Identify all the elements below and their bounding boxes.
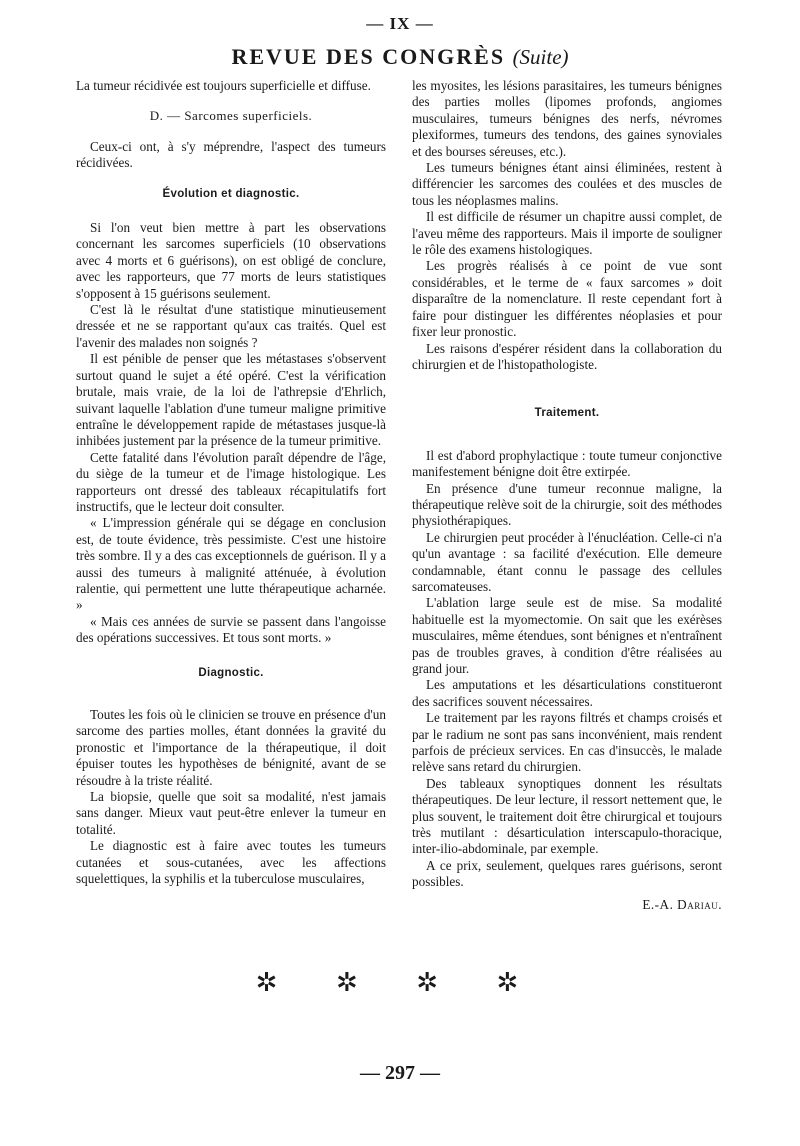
paragraph: les myosites, les lésions parasitaires, les tumeurs bénignes des parties molles (lipomes profonds, angiomes musculaires, tumeurs bénignes des nerfs, névromes plexiformes, tumeurs des tendons, des gaines synoviales et des bourses séreuses, etc.). [412, 78, 722, 159]
ornament-stars-icon: ✲ ✲ ✲ ✲ [255, 968, 545, 997]
paragraph: Il est difficile de résumer un chapitre aussi complet, de l'aveu même des rapporteurs. Mais il importe de souligner le rôle des examens histologiques. [412, 209, 722, 258]
paragraph: Le diagnostic est à faire avec toutes les tumeurs cutanées et sous-cutanées, avec les affections squelettiques, la syphilis et la tuberculose musculaires, [76, 838, 386, 887]
section-heading-diagnostic: Diagnostic. [198, 666, 264, 679]
paragraph: Des tableaux synoptiques donnent les résultats thérapeutiques. De leur lecture, il ressort nettement que, le plus souvent, le traitement doit être chirurgical et toujours très mutilant : désarticulation interscapulo-thoracique, inter-ilio-abdominale, par exemple. [412, 775, 722, 857]
section-roman-numeral: — IX — [366, 14, 434, 33]
subsection-heading: D. — Sarcomes superficiels. [149, 108, 313, 124]
author-signature: E.-A. Dariau. [642, 896, 722, 912]
quote-paragraph: « Mais ces années de survie se passent dans l'angoisse des opérations successives. Et tous sont morts. » [76, 613, 386, 646]
paragraph: Le traitement par les rayons filtrés et champs croisés et par le radium ne sont pas sans inconvénient, mais rendent parfois de précieux services. En cas d'insuccès, le malade relève sans retard du chirurgien. [412, 710, 722, 775]
paragraph: L'ablation large seule est de mise. Sa modalité habituelle est la myomectomie. On sait que les exérèses musculaires, même étendues, sont bénignes et n'entraînent pas de troubles graves, à condition d'être réalisées au grand jour. [412, 595, 722, 676]
paragraph: Ceux-ci ont, à s'y méprendre, l'aspect des tumeurs récidivées. [76, 138, 386, 171]
paragraph: Il est d'abord prophylactique : toute tumeur conjonctive manifestement bénigne doit être extirpée. [412, 447, 722, 480]
quote-paragraph: « L'impression générale qui se dégage en conclusion est, de toute évidence, très pessimiste. C'est une histoire très sombre. Il y a des cas exceptionnels de guérison. Il y a aussi des tumeurs à malignité atténuée, à évolution ralentie, qui permettent une lutte thérapeutique acharnée. » [76, 515, 386, 613]
left-column [76, 78, 386, 887]
paragraph: La tumeur récidivée est toujours superficielle et diffuse. [76, 78, 371, 93]
paragraph: En présence d'une tumeur reconnue maligne, la thérapeutique relève soit de la chirurgie, soit des méthodes physiothérapiques. [412, 480, 722, 529]
paragraph: Toutes les fois où le clinicien se trouve en présence d'un sarcome des parties molles, étant données la gravité du pronostic et l'importance de la thérapeutique, il doit épuiser toutes les hypothèses de bénignité, avant de se résoudre à la triste réalité. [76, 707, 386, 788]
section-heading-evolution: Évolution et diagnostic. [162, 187, 300, 200]
paragraph: Le chirurgien peut procéder à l'énucléation. Celle-ci n'a qu'un avantage : sa facilité d'exécution. Elle demeure condamnable, étant connu le passage des cellules sarcomateuses. [412, 529, 722, 594]
paragraph: Les raisons d'espérer résident dans la collaboration du chirurgien et de l'histopathologiste. [412, 340, 722, 372]
paragraph: A ce prix, seulement, quelques rares guérisons, seront possibles. [412, 857, 722, 890]
title-suffix: (Suite) [512, 45, 569, 69]
right-column [412, 78, 722, 913]
section-heading-traitement: Traitement. [534, 407, 600, 420]
page-title [0, 44, 800, 70]
paragraph: Il est pénible de penser que les métastases s'observent surtout quand le sujet a été opéré. C'est la vérification brutale, mais vraie, de la loi de l'athrepsie d'Ehrlich, suivant laquelle l'ablation d'une tumeur maligne primitive entraîne le développement rapide de métastases jusque-là inhibées justement par la présence de la tumeur primitive. [76, 351, 386, 449]
paragraph: Les amputations et les désarticulations constitueront des sacrifices souvent nécessaires. [412, 677, 722, 709]
paragraph: C'est là le résultat d'une statistique minutieusement dressée et ne se rapportant qu'aux cas traités. Quel est l'avenir des malades non soignés ? [76, 302, 386, 350]
title-text: REVUE DES CONGRÈS [231, 44, 506, 69]
paragraph: Cette fatalité dans l'évolution paraît dépendre de l'âge, du siège de la tumeur et de l'image histologique. Les rapporteurs ont dressé des tableaux récapitulatifs fort instructifs, que le lecteur doit consulter. [76, 449, 386, 514]
paragraph: Si l'on veut bien mettre à part les observations concernant les sarcomes superficiels (10 observations avec 4 morts et 6 guérisons), on est obligé de conclure, avec les rapporteurs, que 77 morts de leurs statistiques s'opposent à 15 guérisons seulement. [76, 220, 386, 301]
page-number: — 297 — [360, 1062, 440, 1084]
paragraph: Les tumeurs bénignes étant ainsi éliminées, restent à différencier les sarcomes des coulées et des muscles de tous les néoplasmes malins. [412, 160, 722, 208]
paragraph: Les progrès réalisés à ce point de vue sont considérables, et le terme de « faux sarcomes » doit disparaître de la nomenclature. Il reste cependant fort à faire pour distinguer les différentes néoplasies et pour fixer leur pronostic. [412, 258, 722, 340]
paragraph: La biopsie, quelle que soit sa modalité, n'est jamais sans danger. Mieux vaut peut-être enlever la tumeur en totalité. [76, 789, 386, 837]
